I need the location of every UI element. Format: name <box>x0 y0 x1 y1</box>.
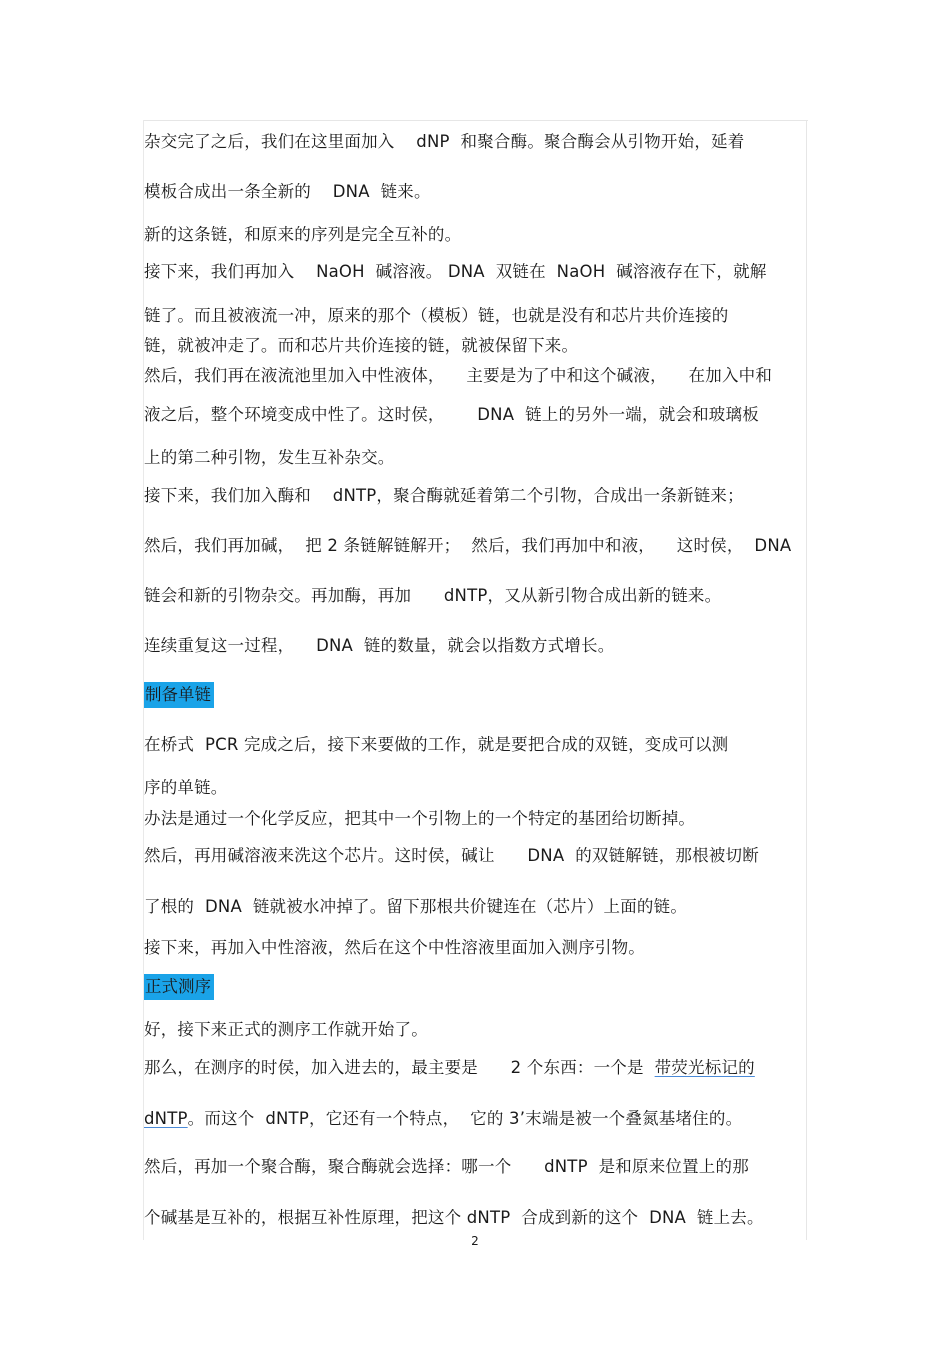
paragraph-line: 然后，我们再在液流池里加入中性液体， 主要是为了中和这个碱液， 在加入中和 <box>144 366 773 385</box>
page-border-top <box>143 120 808 121</box>
paragraph-line: 新的这条链，和原来的序列是完全互补的。 <box>144 225 462 244</box>
paragraph-line: 序的单链。 <box>144 778 228 797</box>
paragraph-line: 链了。而且被液流一冲，原来的那个（模板）链，也就是没有和芯片共价连接的 <box>144 306 729 325</box>
paragraph-line: 了根的 DNA 链就被水冲掉了。留下那根共价键连在（芯片）上面的链。 <box>144 897 688 916</box>
paragraph-line: 然后，我们再加碱， 把 2 条链解链解开； 然后，我们再加中和液， 这时侯， DNA <box>144 536 792 555</box>
section-heading: 制备单链 <box>144 682 214 708</box>
paragraph-line: 接下来，再加入中性溶液，然后在这个中性溶液里面加入测序引物。 <box>144 938 645 957</box>
paragraph-line: 上的第二种引物，发生互补杂交。 <box>144 448 395 467</box>
paragraph-line: 个碱基是互补的，根据互补性原理，把这个 dNTP 合成到新的这个 DNA 链上去。 <box>144 1208 764 1227</box>
paragraph-line: 液之后，整个环境变成中性了。这时侯， DNA 链上的另外一端，就会和玻璃板 <box>144 405 759 424</box>
paragraph-line: 接下来，我们加入酶和 dNTP，聚合酶就延着第二个引物，合成出一条新链来； <box>144 486 744 505</box>
paragraph-line: 模板合成出一条全新的 DNA 链来。 <box>144 182 431 201</box>
section-heading: 正式测序 <box>144 974 214 1000</box>
underlined-text: 带荧光标记的 <box>654 1058 755 1077</box>
paragraph-line: 然后，再用碱溶液来洗这个芯片。这时侯，碱让 DNA 的双链解链，那根被切断 <box>144 846 759 865</box>
paragraph-line: 链会和新的引物杂交。再加酶，再加 dNTP，又从新引物合成出新的链来。 <box>144 586 722 605</box>
line-text: 。而这个 dNTP，它还有一个特点， 它的 3’末端是被一个叠氮基堵住的。 <box>187 1109 743 1128</box>
paragraph-line: 然后，再加一个聚合酶，聚合酶就会选择：哪一个 dNTP 是和原来位置上的那 <box>144 1157 749 1176</box>
paragraph-line: 接下来，我们再加入 NaOH 碱溶液。 DNA 双链在 NaOH 碱溶液存在下，就解 <box>144 262 767 281</box>
line-text: 那么，在测序的时侯，加入进去的，最主要是 2 个东西：一个是 <box>144 1058 655 1077</box>
paragraph-line <box>144 1057 755 1079</box>
paragraph-line: 连续重复这一过程， DNA 链的数量，就会以指数方式增长。 <box>144 636 615 655</box>
paragraph-line: 好，接下来正式的测序工作就开始了。 <box>144 1020 428 1039</box>
paragraph-line <box>144 1108 742 1130</box>
paragraph-line: 在桥式 PCR 完成之后，接下来要做的工作，就是要把合成的双链，变成可以测 <box>144 735 729 754</box>
paragraph-line: 杂交完了之后，我们在这里面加入 dNP 和聚合酶。聚合酶会从引物开始，延着 <box>144 132 745 151</box>
paragraph-line: 链，就被冲走了。而和芯片共价连接的链，就被保留下来。 <box>144 336 579 355</box>
page-border-right <box>806 120 807 1240</box>
page-number: 2 <box>471 1234 479 1248</box>
paragraph-line: 办法是通过一个化学反应，把其中一个引物上的一个特定的基团给切断掉。 <box>144 809 696 828</box>
underlined-text: dNTP <box>144 1109 188 1128</box>
